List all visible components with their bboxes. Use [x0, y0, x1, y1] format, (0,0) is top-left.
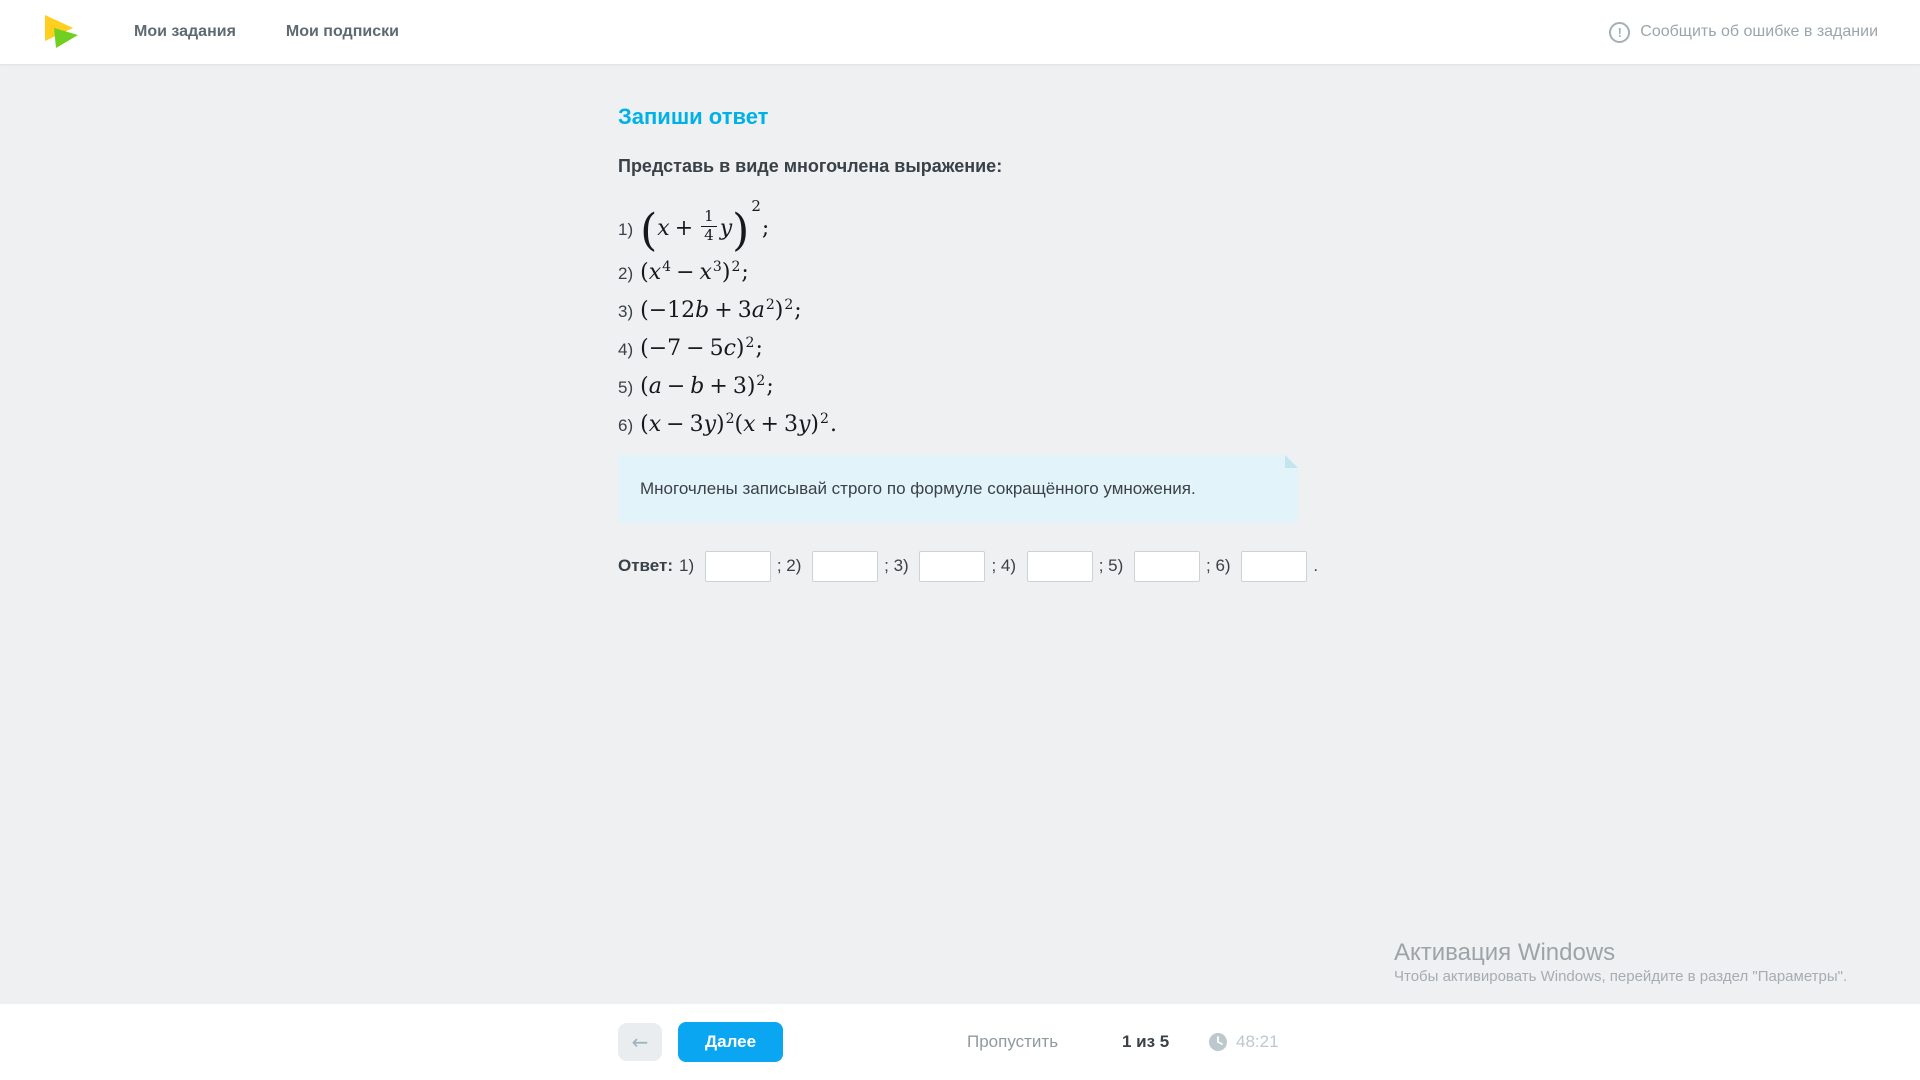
timer — [1208, 1004, 1279, 1080]
skip-button[interactable]: Пропустить — [967, 1032, 1059, 1051]
answer-separator: ; 6) — [1206, 556, 1236, 576]
expression-item — [618, 197, 1318, 256]
answer-separator: ; 5) — [1098, 556, 1129, 576]
task-prompt: Представь в виде многочлена выражение: — [618, 156, 1003, 176]
answer-separator: ; 4) — [991, 556, 1021, 576]
answer-input-4[interactable] — [1027, 551, 1093, 582]
top-navbar — [0, 0, 1920, 64]
math-expression: $(-7 - 5c)^2$; — [640, 334, 763, 361]
windows-activation-watermark — [1394, 938, 1847, 985]
expression-item — [618, 335, 1318, 361]
progress-indicator: 1 из 5 — [1122, 1032, 1170, 1051]
answer-separator: 1) — [679, 556, 699, 576]
task-area — [618, 104, 1318, 582]
watermark-subtitle: Чтобы активировать Windows, перейдите в раздел "Параметры". — [1394, 968, 1848, 985]
expression-number: 6) — [618, 415, 634, 435]
answer-input-6[interactable] — [1241, 551, 1307, 582]
answer-parts — [679, 551, 1318, 582]
answer-input-5[interactable] — [1134, 551, 1200, 582]
math-expression: $(x^4 - x^3)^2$; — [640, 258, 749, 285]
hint-box — [618, 455, 1298, 523]
clock-icon — [1208, 1032, 1228, 1052]
expression-item — [618, 259, 1318, 285]
math-expression: $(x - 3y)^2(x + 3y)^2$. — [640, 410, 837, 437]
answer-input-1[interactable] — [705, 551, 771, 582]
task-title: Запиши ответ — [618, 104, 769, 129]
expression-number: 2) — [618, 263, 634, 283]
answer-row — [618, 551, 1318, 582]
timer-value: 48:21 — [1236, 1032, 1279, 1051]
answer-separator: ; 3) — [884, 556, 914, 576]
math-expression: (x + $\frac{1}{4}$ y) $^2$; — [640, 197, 770, 256]
answer-suffix: . — [1313, 556, 1319, 576]
expression-number: 3) — [618, 301, 634, 321]
expression-number: 4) — [618, 339, 634, 359]
math-expression: $(-12b + 3a^2)^2$; — [640, 296, 802, 323]
answer-label: Ответ: — [618, 556, 673, 576]
exclamation-icon: ! — [1609, 22, 1630, 43]
hint-text: Многочлены записывай строго по формуле сокращённого умножения. — [640, 478, 1196, 498]
app-logo-icon[interactable] — [42, 15, 80, 49]
expression-item — [618, 411, 1318, 437]
math-expression: $(a - b + 3)^2$; — [640, 372, 774, 399]
nav-my-subscriptions[interactable]: Мои подписки — [285, 23, 399, 40]
expression-list — [618, 197, 1318, 437]
answer-separator: ; 2) — [776, 556, 807, 576]
nav-my-tasks[interactable]: Мои задания — [134, 23, 236, 40]
answer-input-2[interactable] — [812, 551, 878, 582]
bottom-bar — [0, 1004, 1920, 1080]
report-error-label: Сообщить об ошибке в задании — [1640, 23, 1878, 40]
expression-item — [618, 297, 1318, 323]
left-arrow-icon: ← — [631, 1030, 649, 1054]
back-button[interactable] — [618, 1023, 662, 1061]
report-error-button[interactable] — [1609, 22, 1878, 43]
next-button[interactable]: Далее — [678, 1022, 783, 1062]
main-nav — [134, 23, 399, 41]
expression-number: 1) — [618, 220, 634, 239]
watermark-title: Активация Windows — [1394, 939, 1616, 966]
expression-number: 5) — [618, 377, 634, 397]
answer-input-3[interactable] — [919, 551, 985, 582]
expression-item — [618, 373, 1318, 399]
